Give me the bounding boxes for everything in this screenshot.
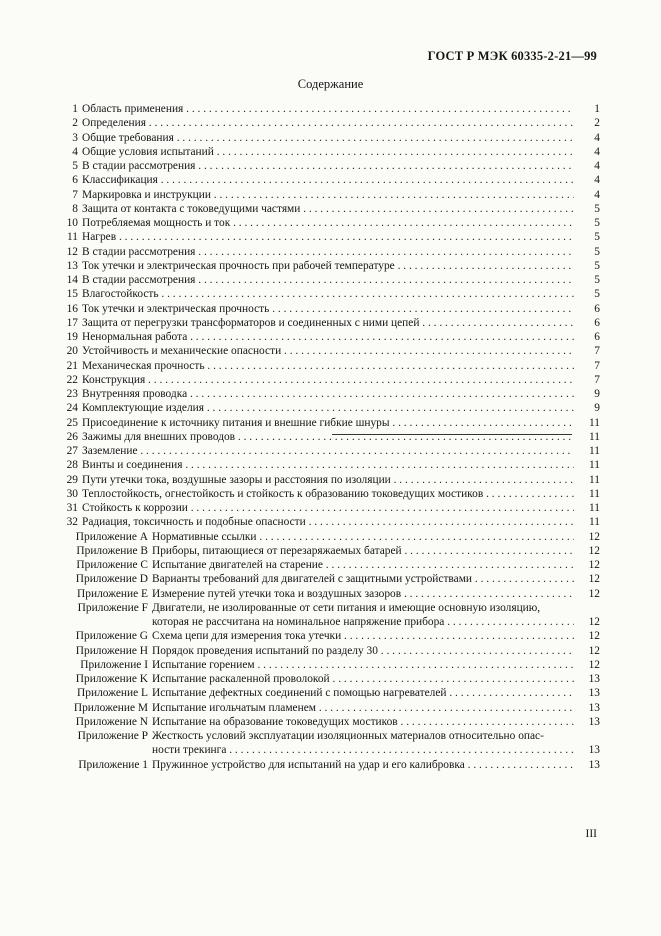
toc-entry-title: Ток утечки и электрическая прочность . . . bbox=[82, 302, 574, 316]
appendix-entry bbox=[64, 729, 600, 758]
toc-entry-page: 11 bbox=[589, 516, 600, 529]
toc-entry-title: Теплостойкость, огнестойкость и стойкость к образованию токоведущих мостиков . . . bbox=[82, 487, 574, 501]
appendix-title: Испытание дефектных соединений с помощью нагревателей . . . bbox=[152, 686, 574, 700]
toc-entry-number: 10 bbox=[66, 217, 78, 229]
toc-entry-page: 5 bbox=[594, 288, 600, 301]
table-of-contents bbox=[64, 102, 600, 772]
toc-entry bbox=[64, 444, 600, 458]
appendix-label: Приложение P bbox=[77, 730, 148, 742]
toc-entry-title: Ток утечки и электрическая прочность при рабочей температуре . . . bbox=[82, 259, 574, 273]
toc-entry bbox=[64, 430, 600, 444]
toc-entry-page: 11 bbox=[589, 430, 600, 443]
appendix-page: 12 bbox=[588, 658, 600, 671]
toc-entry-page: 6 bbox=[594, 302, 600, 315]
toc-entry-number: 32 bbox=[66, 516, 78, 529]
toc-entry-title: Определения . . . bbox=[82, 116, 574, 130]
toc-entry bbox=[64, 344, 600, 358]
toc-entry-page: 5 bbox=[594, 202, 600, 215]
appendix-label: Приложение M bbox=[73, 701, 148, 714]
toc-entry bbox=[64, 302, 600, 316]
toc-entry-page: 6 bbox=[594, 316, 600, 329]
toc-entry-page: 5 bbox=[594, 217, 600, 229]
toc-entry-title: Комплектующие изделия . . . bbox=[82, 401, 574, 415]
toc-entry-page: 11 bbox=[589, 416, 600, 429]
appendix-page: 12 bbox=[588, 630, 600, 643]
appendix-title: Варианты требований для двигателей с защитными устройствами . . . bbox=[152, 572, 574, 586]
toc-entry-number: 8 bbox=[72, 202, 78, 215]
toc-entry-title: Маркировка и инструкции . . . bbox=[82, 188, 574, 202]
appendix-entry bbox=[64, 629, 600, 643]
toc-entry-title: В стадии рассмотрения . . . bbox=[82, 159, 574, 173]
toc-entry-page: 7 bbox=[594, 373, 600, 386]
toc-entry-page: 5 bbox=[594, 231, 600, 244]
toc-entry-title: Нагрев . . . bbox=[82, 230, 574, 244]
toc-entry-page: 5 bbox=[594, 259, 600, 272]
toc-entry-title: Область применения . . . bbox=[82, 102, 574, 116]
appendix-title bbox=[152, 729, 574, 758]
toc-entry bbox=[64, 330, 600, 344]
toc-entry-number: 11 bbox=[67, 231, 78, 244]
toc-entry-number: 25 bbox=[66, 416, 78, 429]
toc-entry-page: 5 bbox=[594, 245, 600, 258]
toc-entry-page: 9 bbox=[594, 402, 600, 415]
toc-entry-title: Заземление . . . bbox=[82, 444, 574, 458]
toc-entry-title: Внутренняя проводка . . . bbox=[82, 387, 574, 401]
toc-entry-number: 17 bbox=[66, 316, 78, 329]
toc-entry-number: 12 bbox=[66, 245, 78, 258]
toc-entry-title: Общие требования . . . bbox=[82, 131, 574, 145]
toc-entry-page: 11 bbox=[589, 487, 600, 500]
appendix-label: Приложение F bbox=[77, 601, 148, 614]
appendix-page: 13 bbox=[588, 758, 600, 771]
appendix-title: Схема цепи для измерения тока утечки . . . bbox=[152, 629, 574, 643]
document-header: ГОСТ Р МЭК 60335-2-21—99 bbox=[427, 49, 597, 63]
appendix-title: Испытание горением . . . bbox=[152, 658, 574, 672]
toc-entry-number: 20 bbox=[66, 345, 78, 358]
appendix-page: 13 bbox=[588, 744, 600, 757]
toc-entry-title: Конструкция . . . bbox=[82, 373, 574, 387]
appendix-title-line1: Двигатели, не изолированные от сети питания и имеющие основную изоляцию, bbox=[152, 601, 541, 614]
toc-entry-number: 2 bbox=[72, 117, 78, 130]
toc-title: Содержание bbox=[297, 77, 364, 91]
toc-entry bbox=[64, 487, 600, 501]
appendix-page: 12 bbox=[588, 616, 600, 628]
appendix-entry bbox=[64, 644, 600, 658]
appendix-title: Испытание на образование токоведущих мостиков . . . bbox=[152, 715, 574, 729]
toc-entry bbox=[64, 173, 600, 187]
toc-entry-title: Общие условия испытаний . . . bbox=[82, 145, 574, 159]
toc-entry-number: 24 bbox=[66, 402, 78, 415]
toc-entry bbox=[64, 131, 600, 145]
toc-entry-title: Механическая прочность . . . bbox=[82, 359, 574, 373]
appendix-page: 12 bbox=[588, 544, 600, 557]
toc-entry-number: 4 bbox=[72, 145, 78, 158]
toc-entry-title: Зажимы для внешних проводов . . . bbox=[82, 430, 574, 444]
appendix-label: Приложение G bbox=[75, 630, 148, 643]
appendix-title: Испытание двигателей на старение . . . bbox=[152, 558, 574, 572]
toc-entry-number: 1 bbox=[72, 103, 78, 115]
appendix-title bbox=[152, 601, 574, 630]
toc-entry-number: 22 bbox=[66, 373, 78, 386]
toc-entry bbox=[64, 259, 600, 273]
appendix-page: 12 bbox=[588, 530, 600, 543]
toc-entry-number: 14 bbox=[66, 274, 78, 286]
appendix-label: Приложение I bbox=[80, 658, 148, 671]
toc-entry-page: 6 bbox=[594, 331, 600, 343]
toc-entry-page: 7 bbox=[594, 359, 600, 372]
toc-entry-title: В стадии рассмотрения . . . bbox=[82, 273, 574, 287]
toc-entry-page: 1 bbox=[594, 103, 600, 115]
toc-entry bbox=[64, 230, 600, 244]
appendix-entry bbox=[64, 544, 600, 558]
appendix-label: Приложение H bbox=[75, 644, 148, 657]
toc-entry bbox=[64, 401, 600, 415]
appendix-title: Испытание раскаленной проволокой . . . bbox=[152, 672, 574, 686]
appendix-title: Пружинное устройство для испытаний на удар и его калибровка . . . bbox=[152, 758, 574, 772]
appendix-label: Приложение A bbox=[75, 530, 148, 543]
toc-entry-page: 11 bbox=[589, 459, 600, 472]
toc-entry-page: 9 bbox=[594, 388, 600, 400]
toc-entry-title: Защита от перегрузки трансформаторов и соединенных с ними цепей . . . bbox=[82, 316, 574, 330]
toc-entry-number: 16 bbox=[66, 302, 78, 315]
toc-entry-number: 27 bbox=[66, 445, 78, 457]
appendix-page: 13 bbox=[588, 715, 600, 728]
toc-entry bbox=[64, 387, 600, 401]
appendix-label: Приложение K bbox=[75, 673, 148, 685]
appendix-title-line2: ности трекинга . . . bbox=[152, 743, 574, 757]
toc-entry-page: 4 bbox=[594, 145, 600, 158]
toc-entry bbox=[64, 373, 600, 387]
appendix-title: Приборы, питающиеся от перезаряжаемых батарей . . . bbox=[152, 544, 574, 558]
toc-entry-title: Устойчивость и механические опасности . . . bbox=[82, 344, 574, 358]
toc-entry-page: 11 bbox=[589, 445, 600, 457]
appendix-label: Приложение L bbox=[77, 687, 148, 700]
toc-entry bbox=[64, 316, 600, 330]
appendix-entry bbox=[64, 530, 600, 544]
appendix-page: 12 bbox=[588, 644, 600, 657]
toc-entry-page: 11 bbox=[589, 502, 600, 514]
toc-entry-number: 15 bbox=[66, 288, 78, 301]
sections-list bbox=[64, 102, 600, 530]
toc-entry-number: 6 bbox=[72, 174, 78, 187]
toc-entry-title: Классификация . . . bbox=[82, 173, 574, 187]
toc-entry bbox=[64, 458, 600, 472]
toc-entry-number: 31 bbox=[66, 502, 78, 514]
toc-entry bbox=[64, 102, 600, 116]
toc-entry-title: Стойкость к коррозии . . . bbox=[82, 501, 574, 515]
toc-entry-number: 19 bbox=[66, 331, 78, 343]
toc-entry-page: 7 bbox=[594, 345, 600, 358]
appendix-entry bbox=[64, 686, 600, 700]
page-number: III bbox=[585, 828, 597, 840]
appendix-title: Нормативные ссылки . . . bbox=[152, 530, 574, 544]
appendix-page: 12 bbox=[588, 559, 600, 571]
appendix-entry bbox=[64, 558, 600, 572]
toc-entry-page: 4 bbox=[594, 131, 600, 144]
toc-entry bbox=[64, 159, 600, 173]
appendix-label: Приложение D bbox=[75, 573, 148, 586]
toc-entry-title: Защита от контакта с токоведущими частями . . . bbox=[82, 202, 574, 216]
toc-entry bbox=[64, 216, 600, 230]
toc-entry bbox=[64, 273, 600, 287]
toc-entry-title: Присоединение к источнику питания и внешние гибкие шнуры . . . bbox=[82, 416, 574, 430]
appendix-entry bbox=[64, 658, 600, 672]
separator-line bbox=[332, 434, 572, 435]
appendix-label: Приложение C bbox=[76, 559, 148, 571]
appendices-list bbox=[64, 530, 600, 772]
appendix-entry bbox=[64, 601, 600, 630]
appendix-page: 12 bbox=[588, 587, 600, 600]
toc-entry-number: 30 bbox=[66, 487, 78, 500]
appendix-page: 13 bbox=[588, 687, 600, 700]
appendix-entry bbox=[64, 587, 600, 601]
appendix-title: Испытание игольчатым пламенем . . . bbox=[152, 701, 574, 715]
toc-entry-title: Пути утечки тока, воздушные зазоры и расстояния по изоляции . . . bbox=[82, 473, 574, 487]
appendix-entry bbox=[64, 672, 600, 686]
appendix-title: Порядок проведения испытаний по разделу 30 . . . bbox=[152, 644, 574, 658]
appendix-page: 13 bbox=[588, 673, 600, 685]
toc-entry-number: 29 bbox=[66, 473, 78, 486]
appendix-label: Приложение B bbox=[76, 544, 148, 557]
toc-entry-page: 4 bbox=[594, 160, 600, 172]
appendix-entry bbox=[64, 715, 600, 729]
toc-entry-title: Винты и соединения . . . bbox=[82, 458, 574, 472]
appendix-page: 13 bbox=[588, 701, 600, 714]
toc-entry bbox=[64, 287, 600, 301]
toc-entry-page: 11 bbox=[589, 473, 600, 486]
appendix-entry bbox=[64, 701, 600, 715]
appendix-entry bbox=[64, 758, 600, 772]
toc-entry bbox=[64, 188, 600, 202]
toc-entry-number: 7 bbox=[72, 188, 78, 201]
toc-entry-number: 3 bbox=[72, 131, 78, 144]
toc-entry-number: 23 bbox=[66, 388, 78, 400]
toc-entry-title: Радиация, токсичность и подобные опасности . . . bbox=[82, 515, 574, 529]
appendix-label: Приложение E bbox=[77, 587, 148, 600]
appendix-entry bbox=[64, 572, 600, 586]
toc-entry-number: 21 bbox=[66, 359, 78, 372]
toc-entry bbox=[64, 116, 600, 130]
appendix-page: 12 bbox=[588, 573, 600, 586]
toc-entry-number: 28 bbox=[66, 459, 78, 472]
appendix-title-line2: которая не рассчитана на номинальное напряжение прибора . . . bbox=[152, 615, 574, 629]
appendix-title-line1: Жесткость условий эксплуатации изоляционных материалов относительно опас- bbox=[152, 730, 544, 742]
toc-entry-page: 5 bbox=[594, 274, 600, 286]
toc-entry-title: Влагостойкость . . . bbox=[82, 287, 574, 301]
toc-entry bbox=[64, 245, 600, 259]
toc-entry bbox=[64, 145, 600, 159]
toc-entry-number: 5 bbox=[72, 160, 78, 172]
appendix-label: Приложение N bbox=[75, 715, 148, 728]
toc-entry bbox=[64, 473, 600, 487]
toc-entry bbox=[64, 202, 600, 216]
appendix-title: Измерение путей утечки тока и воздушных зазоров . . . bbox=[152, 587, 574, 601]
appendix-label: Приложение 1 bbox=[78, 758, 148, 771]
toc-entry-number: 13 bbox=[66, 259, 78, 272]
toc-entry-title: Ненормальная работа . . . bbox=[82, 330, 574, 344]
toc-entry-page: 2 bbox=[594, 117, 600, 130]
toc-entry-number: 26 bbox=[66, 430, 78, 443]
toc-entry-page: 4 bbox=[594, 188, 600, 201]
toc-entry bbox=[64, 416, 600, 430]
toc-entry bbox=[64, 501, 600, 515]
toc-entry bbox=[64, 359, 600, 373]
toc-entry bbox=[64, 515, 600, 529]
toc-entry-page: 4 bbox=[594, 174, 600, 187]
toc-entry-title: Потребляемая мощность и ток . . . bbox=[82, 216, 574, 230]
toc-entry-title: В стадии рассмотрения . . . bbox=[82, 245, 574, 259]
